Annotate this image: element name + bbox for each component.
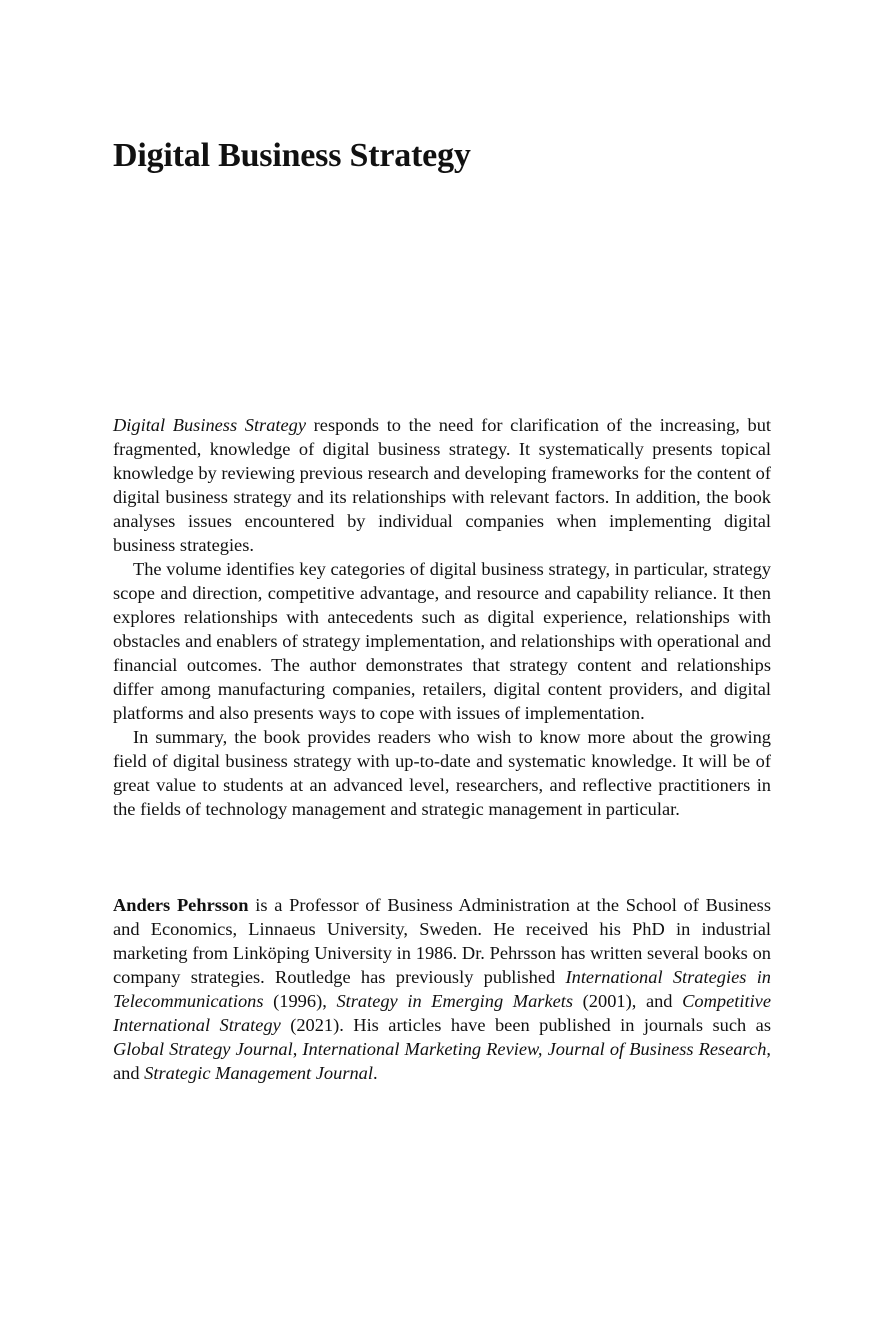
description-book-title: Digital Business Strategy: [113, 415, 307, 435]
author-bio-text-2: (1996),: [263, 991, 337, 1011]
author-bio-text-4: (2021). His articles have been published in journals such as: [280, 1015, 771, 1035]
description-paragraph-1: [113, 413, 771, 557]
author-book-1: International Strategies in Telecommunications: [113, 967, 772, 1011]
author-bio-text-1: is a Professor of Business Administration at the School of Business and Economics, Linnaeus University, Sweden. He received his PhD in industrial marketing from Linköping University in 1986. Dr. Pehrsson has written several books on company strategies. Routledge has previously published: [113, 895, 771, 987]
author-bio-text-7: .: [372, 1063, 378, 1083]
author-journal-2: International Marketing Review, Journal of Business Research: [302, 1039, 767, 1059]
author-journal-1: Global Strategy Journal: [113, 1039, 293, 1059]
description-paragraph-1-text: responds to the need for clarification of the increasing, but fragmented, knowledge of digital business strategy. It systematically presents topical knowledge by reviewing previous research and developing frameworks for the content of digital business strategy and its relationships with relevant factors. In addition, the book analyses issues encountered by individual companies when implementing digital business strategies.: [113, 415, 771, 555]
author-name: Anders Pehrsson: [113, 895, 249, 915]
description-paragraph-2: The volume identifies key categories of digital business strategy, in particular, strategy scope and direction, competitive advantage, and resource and capability reliance. It then explores relationships with antecedents such as digital experience, relationships with obstacles and enablers of strategy implementation, and relationships with operational and financial outcomes. The author demonstrates that strategy content and relationships differ among manufacturing companies, retailers, digital content providers, and digital platforms and also presents ways to cope with issues of implementation.: [113, 559, 771, 723]
book-description: [113, 413, 771, 821]
author-book-2: Strategy in Emerging Markets: [336, 991, 574, 1011]
author-bio-text-3: (2001), and: [573, 991, 683, 1011]
author-journal-3: Strategic Management Journal: [144, 1063, 373, 1083]
description-paragraph-3: In summary, the book provides readers who wish to know more about the growing field of digital business strategy with up-to-date and systematic knowledge. It will be of great value to students at an advanced level, researchers, and reflective practitioners in the fields of technology management and strategic management in particular.: [113, 727, 771, 819]
author-bio-text-6: , and: [113, 1039, 772, 1083]
author-bio-text-5: ,: [292, 1039, 303, 1059]
author-book-3: Competitive International Strategy: [113, 991, 772, 1035]
author-bio: [113, 893, 771, 1085]
book-title: Digital Business Strategy: [113, 137, 471, 174]
